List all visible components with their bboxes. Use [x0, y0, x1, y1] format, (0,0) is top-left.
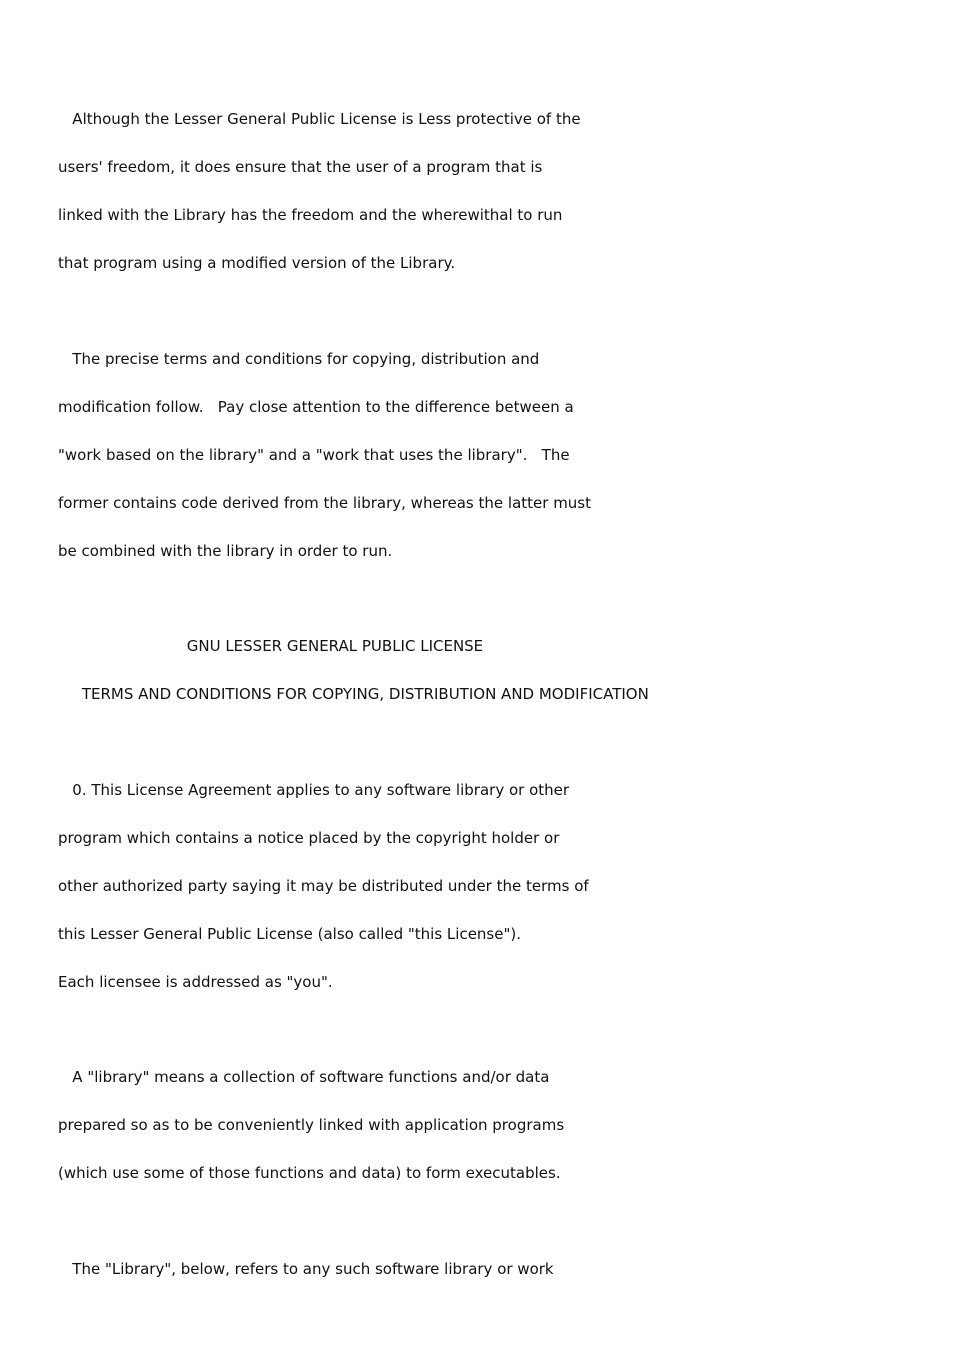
terms-heading: TERMS AND CONDITIONS FOR COPYING, DISTRIBUTION AND MODIFICATION — [58, 685, 649, 703]
text-line: The precise terms and conditions for copying, distribution and — [58, 350, 540, 368]
text-line: linked with the Library has the freedom and the wherewithal to run — [58, 206, 563, 224]
text-line: The "Library", below, refers to any such software library or work — [58, 1260, 554, 1278]
text-line: 0. This License Agreement applies to any software library or other — [58, 781, 570, 799]
text-line: "work based on the library" and a "work that uses the library". The — [58, 446, 570, 464]
text-line: users' freedom, it does ensure that the user of a program that is — [58, 158, 543, 176]
text-line: this Lesser General Public License (also called "this License"). — [58, 925, 521, 943]
text-line: other authorized party saying it may be distributed under the terms of — [58, 877, 589, 895]
license-heading: GNU LESSER GENERAL PUBLIC LICENSE — [58, 637, 484, 655]
text-line: program which contains a notice placed by the copyright holder or — [58, 829, 560, 847]
text-line: modification follow. Pay close attention to the difference between a — [58, 398, 574, 416]
text-line: Although the Lesser General Public License is Less protective of the — [58, 110, 581, 128]
text-line: A "library" means a collection of software functions and/or data — [58, 1068, 550, 1086]
text-line: that program using a modified version of the Library. — [58, 254, 456, 272]
text-line: be combined with the library in order to run. — [58, 542, 393, 560]
text-line: prepared so as to be conveniently linked with application programs — [58, 1116, 565, 1134]
text-line: Each licensee is addressed as "you". — [58, 973, 333, 991]
text-line: (which use some of those functions and data) to form executables. — [58, 1164, 561, 1182]
text-line: former contains code derived from the library, whereas the latter must — [58, 494, 592, 512]
